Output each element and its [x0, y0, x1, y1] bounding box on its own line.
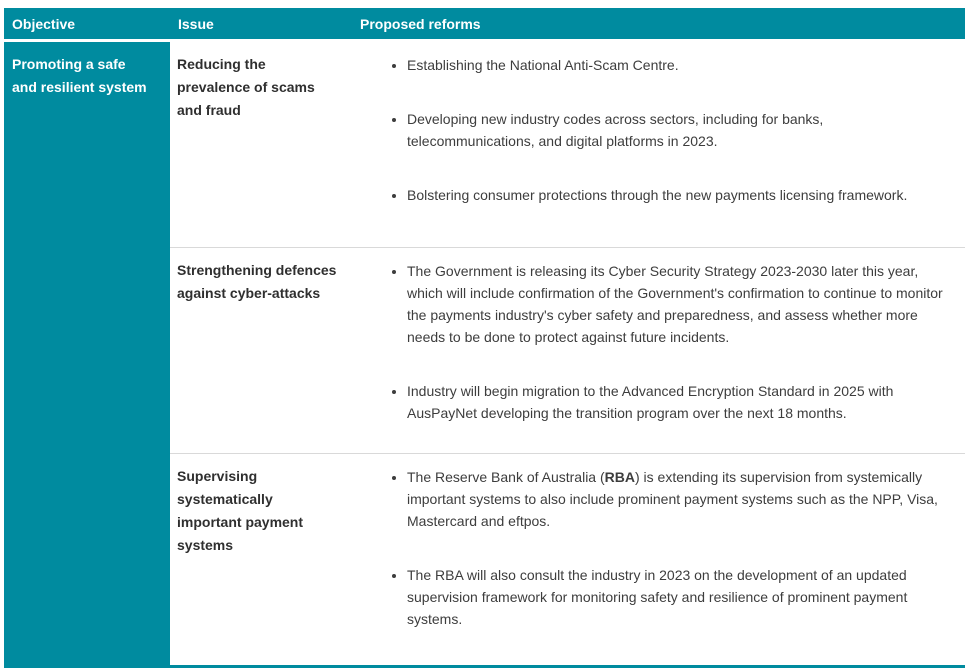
- issue-cell: Reducing the prevalence of scams and fraud: [170, 42, 352, 247]
- table-header-row: [4, 8, 965, 39]
- issue-cell: Strengthening defences against cyber-attacks: [170, 247, 352, 453]
- reforms-cell: [352, 453, 965, 665]
- reforms-cell: [352, 247, 965, 453]
- table-body: [4, 42, 965, 665]
- reform-item: • The Reserve Bank of Australia (RBA) is extending its supervision from systemically important systems to also include prominent payment systems such as the NPP, Visa, Mastercard and eftpos.: [407, 466, 950, 532]
- column-header-issue: Issue: [178, 16, 214, 32]
- objective-cell: Promoting a safe and resilient system: [4, 42, 170, 665]
- issue-cell: Supervising systematically important payment systems: [170, 453, 352, 665]
- reforms-list: [360, 260, 950, 424]
- reform-item: • Industry will begin migration to the Advanced Encryption Standard in 2025 with AusPayNet developing the transition program over the next 18 months.: [407, 380, 950, 424]
- column-header-proposed-reforms: Proposed reforms: [360, 16, 481, 32]
- reform-item: • Developing new industry codes across sectors, including for banks, telecommunications, and digital platforms in 2023.: [407, 108, 950, 152]
- reforms-list: [360, 54, 950, 206]
- reforms-cell: [352, 42, 965, 247]
- reform-item: • Establishing the National Anti-Scam Centre.: [407, 54, 950, 76]
- reforms-list: [360, 466, 950, 630]
- column-header-objective: Objective: [12, 16, 76, 32]
- reform-item: • Bolstering consumer protections through the new payments licensing framework.: [407, 184, 950, 206]
- reform-item: • The Government is releasing its Cyber Security Strategy 2023-2030 later this year, which will include confirmation of the Government's confirmation to continue to monitor the payments industry's cyber safety and preparedness, and assess whether more needs to be done to protect against future incidents.: [407, 260, 950, 348]
- reforms-table: [4, 8, 965, 668]
- reform-item: • The RBA will also consult the industry in 2023 on the development of an updated supervision framework for monitoring safety and resilience of prominent payment systems.: [407, 564, 950, 630]
